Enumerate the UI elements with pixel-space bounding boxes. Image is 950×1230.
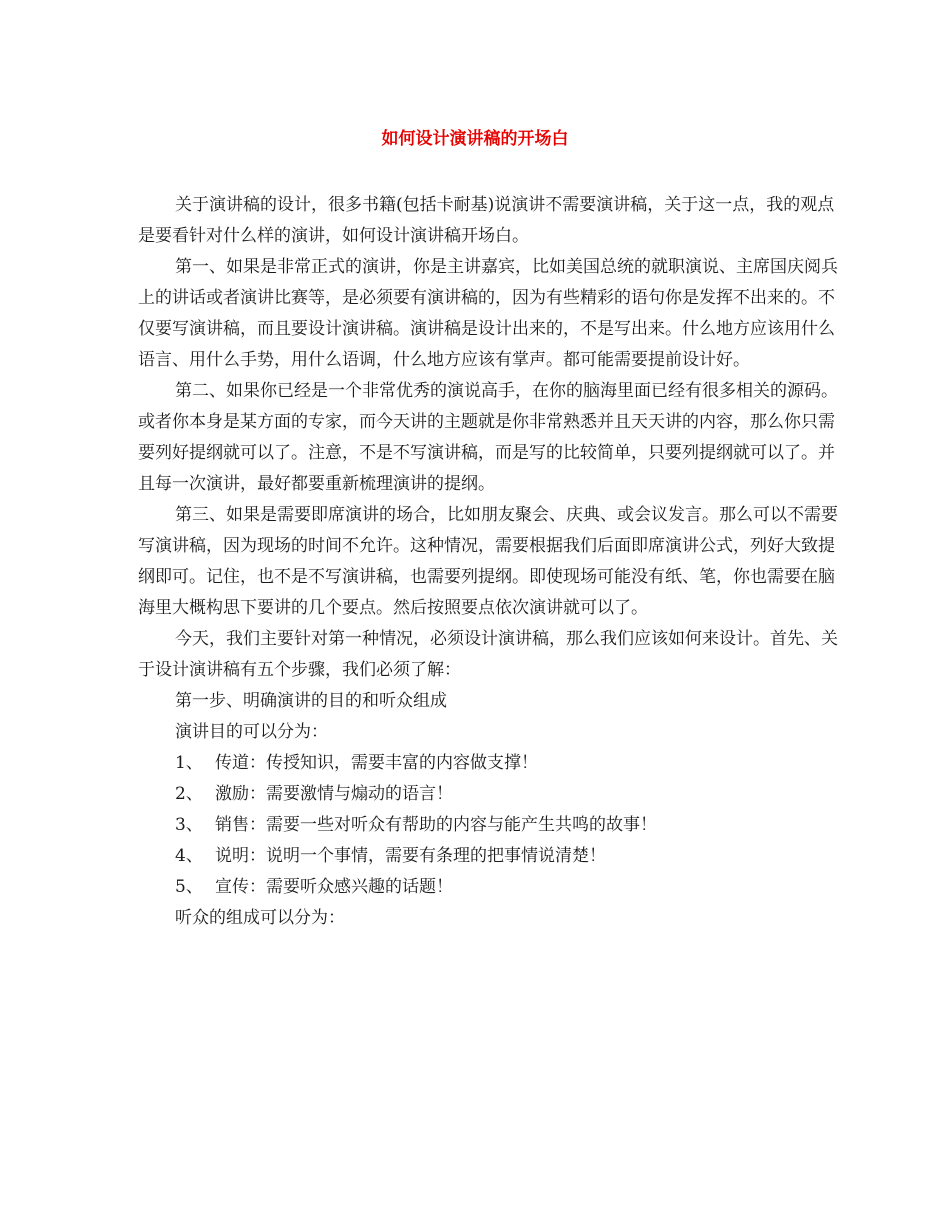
- list-text: 激励：需要激情与煽动的语言！: [215, 784, 453, 804]
- list-item: [138, 810, 838, 841]
- paragraph-third: 第三、如果是需要即席演讲的场合，比如朋友聚会、庆典、或会议发言。那么可以不需要写演讲稿，因为现场的时间不允许。这种情况，需要根据我们后面即席演讲公式，列好大致提纲即可。记住，也不是不写演讲稿，也需要列提纲。即使现场可能没有纸、笔，你也需要在脑海里大概构思下要讲的几个要点。然后按照要点依次演讲就可以了。: [138, 505, 838, 618]
- list-item: [138, 872, 838, 903]
- step-one-heading: 第一步、明确演讲的目的和听众组成: [175, 691, 447, 711]
- list-item: [138, 841, 838, 872]
- list-number: 3、: [175, 815, 203, 835]
- list-number: 2、: [175, 784, 203, 804]
- list-number: 5、: [175, 877, 203, 897]
- document-body: [138, 190, 838, 934]
- paragraph-today: 今天，我们主要针对第一种情况，必须设计演讲稿，那么我们应该如何来设计。首先、关于设计演讲稿有五个步骤，我们必须了解：: [138, 629, 838, 680]
- list-item: [138, 748, 838, 779]
- audience-heading: 听众的组成可以分为：: [175, 908, 345, 928]
- paragraph-first: 第一、如果是非常正式的演讲，你是主讲嘉宾，比如美国总统的就职演说、主席国庆阅兵上的讲话或者演讲比赛等，是必须要有演讲稿的，因为有些精彩的语句你是发挥不出来的。不仅要写演讲稿，而且要设计演讲稿。演讲稿是设计出来的，不是写出来。什么地方应该用什么语言、用什么手势，用什么语调，什么地方应该有掌声。都可能需要提前设计好。: [138, 257, 838, 370]
- list-text: 宣传：需要听众感兴趣的话题！: [215, 877, 453, 897]
- purpose-heading: 演讲目的可以分为：: [175, 722, 328, 742]
- list-item: [138, 779, 838, 810]
- paragraph-intro: 关于演讲稿的设计，很多书籍(包括卡耐基)说演讲不需要演讲稿，关于这一点，我的观点是要看针对什么样的演讲，如何设计演讲稿开场白。: [138, 195, 835, 246]
- list-text: 销售：需要一些对听众有帮助的内容与能产生共鸣的故事！: [215, 815, 657, 835]
- page-title: 如何设计演讲稿的开场白: [381, 129, 569, 149]
- list-text: 传道：传授知识，需要丰富的内容做支撑！: [215, 753, 538, 773]
- list-number: 1、: [175, 753, 203, 773]
- list-text: 说明：说明一个事情，需要有条理的把事情说清楚！: [215, 846, 606, 866]
- list-number: 4、: [175, 846, 203, 866]
- paragraph-second: 第二、如果你已经是一个非常优秀的演说高手，在你的脑海里面已经有很多相关的源码。或者你本身是某方面的专家，而今天讲的主题就是你非常熟悉并且天天讲的内容，那么你只需要列好提纲就可以了。注意，不是不写演讲稿，而是写的比较简单，只要列提纲就可以了。并且每一次演讲，最好都要重新梳理演讲的提纲。: [138, 381, 838, 494]
